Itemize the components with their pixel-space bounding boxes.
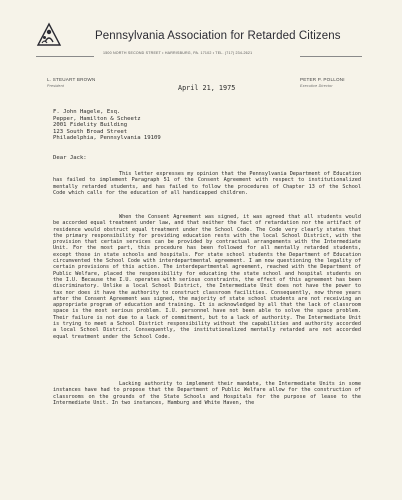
organization-name: Pennsylvania Association for Retarded Citizens bbox=[95, 30, 341, 42]
director-title: Executive Director bbox=[300, 84, 333, 88]
president-block bbox=[47, 77, 95, 89]
recipient-line: Philadelphia, Pennsylvania 19109 bbox=[53, 135, 161, 142]
president-name: L. STEUART BROWN bbox=[47, 77, 96, 82]
director-name: PETER P. POLLONI bbox=[300, 77, 345, 82]
organization-address: 1500 NORTH SECOND STREET • HARRISBURG, PA. 17102 • TEL. (717) 234-2621 bbox=[103, 51, 253, 55]
recipient-address bbox=[53, 109, 161, 142]
recipient-line: F. John Hagele, Esq. bbox=[53, 109, 121, 115]
recipient-line: Pepper, Hamilton & Scheetz bbox=[53, 115, 141, 122]
letter-date: April 21, 1975 bbox=[178, 84, 236, 92]
parc-logo-icon bbox=[36, 22, 62, 48]
recipient-line: 123 South Broad Street bbox=[53, 128, 128, 135]
director-block bbox=[300, 77, 345, 89]
salutation: Dear Jack: bbox=[53, 155, 87, 161]
recipient-line: 2001 Fidelity Building bbox=[53, 122, 128, 129]
letterhead-divider-right bbox=[300, 56, 362, 57]
letterhead-divider-left bbox=[36, 56, 94, 57]
body-paragraph-2: When the Consent Agreement was signed, it was agreed that all students would be accorded equal treatment under law, and that neither the fact of retardation nor the artifact of residence would obstruct equal treatment under the School Code. The Code very clearly states that the primary responsibility for providing education rests with the local School District, with the provision that certain services can be provided by contractual arrangements with the Intermediate Unit. For the most part, this procedure has been followed for all mentally retarded students, except those in state schools and hospitals. For state school students the Department of Education circumvented the School Code with interdepartmental agreement. I am now questioning the legality of certain provisions of this action. The interdepartmental agreement, reached with the Department of Public Welfare, placed the responsibility for educating the state school and hospital students on the I.U. Because the I.U. operates with serious constraints, the effect of this agreement has been discriminatory. Unlike a local School District, the Intermediate Unit does not have the power to tax nor does it have the authority to construct classroom facilities. Consequently, now three years after the Consent Agreement was signed, the majority of state school students are not receiving an appropriate program of education and training. It is acknowledged by all that the lack of classroom space is the most serious problem. I.U. personnel have not been able to solve the space problem. Their failure is not due to a lack of commitment, but to a lack of authority. The Intermediate Unit is trying to meet a School District responsibility without the capabilities and authority accorded a local School District. Consequently, the institutionalized mentally retarded are not accorded equal treatment under the School Code. bbox=[53, 214, 361, 340]
president-title: President bbox=[47, 84, 64, 88]
body-paragraph-1: This letter expresses my opinion that the Pennsylvania Department of Education has failed to implement Paragraph 51 of the Consent Agreement with respect to institutionalized mentally retarded students, and has failed to follow the procedures of Chapter 13 of the School Code which calls for the education of all handicapped children. bbox=[53, 171, 361, 196]
body-paragraph-3: Lacking authority to implement their mandate, the Intermediate Units in some instances have had to propose that the Department of Public Welfare allow for the construction of classrooms on the grounds of the State Schools and Hospitals for the purpose of lease to the Intermediate Unit. In two instances, Hamburg and White Haven, the bbox=[53, 381, 361, 406]
